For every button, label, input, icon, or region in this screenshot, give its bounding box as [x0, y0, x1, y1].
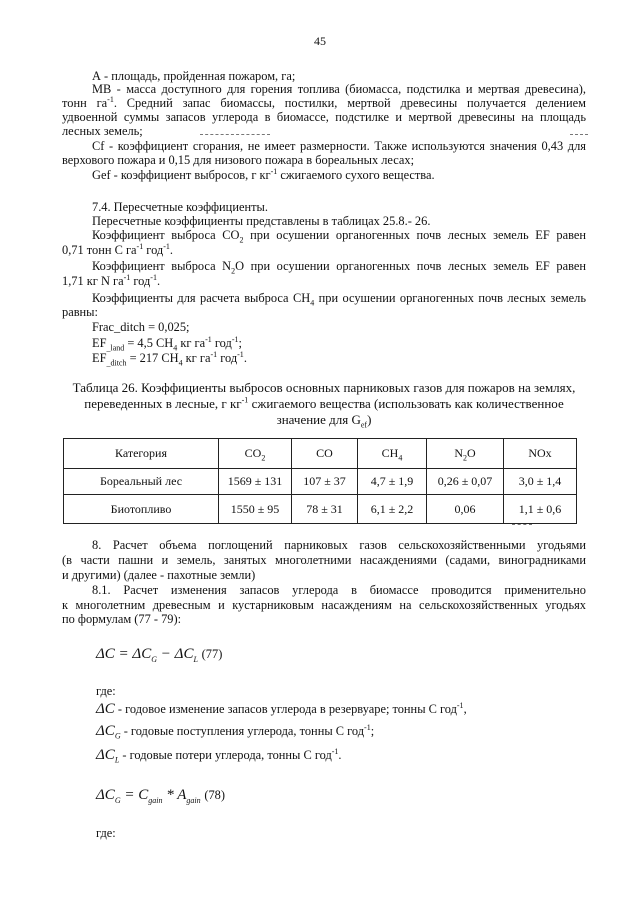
table-row — [64, 469, 577, 495]
def-mb-line4: лесных земель; — [62, 124, 143, 138]
formula-78-number: (78) — [204, 788, 226, 802]
def-a: А - площадь, пройденная пожаром, га; — [92, 69, 296, 83]
section-8-line1: 8. Расчет объема поглощений парниковых газов сельскохозяйственными угодьями — [92, 538, 586, 552]
section-8-line2: (в части пашни и земель, занятых многолетними насаждениями (садами, виноградниками — [62, 553, 586, 567]
table-header-cell: NOx — [504, 439, 577, 469]
co2-factor-line1: Коэффициент выброса $CO_2$ при осушении органогенных почв лесных земель EF равен — [92, 228, 586, 245]
scan-artifact — [200, 134, 270, 135]
table-header-cell: CO — [292, 439, 358, 469]
table-header-cell: $N_2O$ — [427, 439, 504, 469]
table-header-cell: $CO_2$ — [219, 439, 292, 469]
def-gef: Gef - коэффициент выбросов, г $кг^{-1}$ сжигаемого сухого вещества. — [92, 166, 435, 182]
table-cell: 6,1 ± 2,2 — [358, 495, 427, 524]
table-cell: 4,7 ± 1,9 — [358, 469, 427, 495]
table-26-caption-line2: переведенных в лесные, г $кг^{-1}$ сжигаемого вещества (использовать как количественное — [84, 395, 564, 411]
def-mb-line2: тонн $га^{-1}$. Средний запас биомассы, постилки, мертвой древесины получается делением — [62, 94, 587, 110]
ch4-factors-line2: равны: — [62, 305, 98, 319]
table-cell: Бореальный лес — [64, 469, 219, 495]
table-cell: 0,26 ± 0,07 — [427, 469, 504, 495]
n2o-factor-line1: Коэффициент выброса $N_2O$ при осушении органогенных почв лесных земель EF равен — [92, 259, 586, 276]
table-row — [64, 495, 577, 524]
table-cell: 0,06 — [427, 495, 504, 524]
ef-land: $EF_{\_land} = 4,5$ $CH_4$ кг $га^{-1}$ год$^{-1}$; — [92, 334, 242, 353]
formula-77: $\Delta C = \Delta C_G - \Delta C_L$ (77) — [96, 646, 223, 664]
table-cell: Биотопливо — [64, 495, 219, 524]
n2o-factor-line2: 1,71 кг N $га^{-1}$ год$^{-1}$. — [62, 272, 161, 288]
formula-77-number: (77) — [201, 647, 223, 661]
section-8-1-line1: 8.1. Расчет изменения запасов углерода в биомассе проводится применительно — [92, 583, 586, 597]
table-cell: 107 ± 37 — [292, 469, 358, 495]
ch4-factors-line1: Коэффициенты для расчета выброса $CH_4$ при осушении органогенных почв лесных земель — [92, 291, 586, 308]
def-delta-cg: $\Delta C_G$ - годовые поступления углерода, тонны С год$^{-1}$; — [96, 722, 375, 741]
table-header-cell: Категория — [64, 439, 219, 469]
table-cell: 78 ± 31 — [292, 495, 358, 524]
section-7-4-heading: 7.4. Пересчетные коэффициенты. — [92, 200, 268, 214]
def-cf-line1: Cf - коэффициент сгорания, не имеет размерности. Также используются значения 0,43 для — [92, 139, 586, 153]
table-header-row — [64, 439, 577, 469]
section-8-1-line2: к многолетним древесным и кустарниковым насаждениям на сельскохозяйственных угодьях — [62, 598, 586, 612]
table-header-cell: $CH_4$ — [358, 439, 427, 469]
formula-78: $\Delta C_G = C_{gain} * A_{gain}$ (78) — [96, 787, 226, 805]
table-cell: 1,1 ± 0,6 — [504, 495, 577, 524]
def-mb-line3: удвоенной суммы запасов углерода в биомассе, подстилке и мертвой древесины на площадь — [62, 110, 586, 124]
def-cf-line2: верхового пожара и 0,15 для низового пожара в бореальных лесах; — [62, 153, 415, 167]
section-7-4-intro: Пересчетные коэффициенты представлены в таблицах 25.8.- 26. — [92, 214, 431, 228]
def-delta-c: ΔC - годовое изменение запасов углерода в резервуаре; тонны С год$^{-1}$, — [96, 700, 467, 717]
frac-ditch: Frac_ditch = 0,025; — [92, 320, 190, 334]
section-8-line3: и другими) (далее - пахотные земли) — [62, 568, 256, 582]
def-delta-cl: $\Delta C_L$ - годовые потери углерода, тонны С год$^{-1}$. — [96, 746, 342, 765]
scan-artifact — [512, 524, 532, 525]
section-8-1-line3: по формулам (77 - 79): — [62, 612, 182, 626]
ef-ditch: $EF_{\_ditch} = 217$ $CH_4$ кг $га^{-1}$ год$^{-1}$. — [92, 349, 247, 368]
table-26-caption-line1: Таблица 26. Коэффициенты выбросов основных парниковых газов для пожаров на землях, — [72, 380, 576, 395]
table-cell: 1569 ± 131 — [219, 469, 292, 495]
table-26-caption-line3: значение для $G_{ef}$) — [276, 412, 372, 430]
co2-factor-line2: 0,71 тонн С $га^{-1}$ год$^{-1}$. — [62, 241, 173, 257]
where-label: где: — [96, 826, 116, 840]
where-label: где: — [96, 684, 116, 698]
page-number: 45 — [314, 34, 326, 48]
table-cell: 3,0 ± 1,4 — [504, 469, 577, 495]
def-mb-line1: MB - масса доступного для горения топлива (биомасса, подстилка и мертвая древесина), — [92, 82, 586, 96]
scan-artifact — [570, 134, 588, 135]
table-cell: 1550 ± 95 — [219, 495, 292, 524]
emission-factors-table — [63, 438, 577, 524]
